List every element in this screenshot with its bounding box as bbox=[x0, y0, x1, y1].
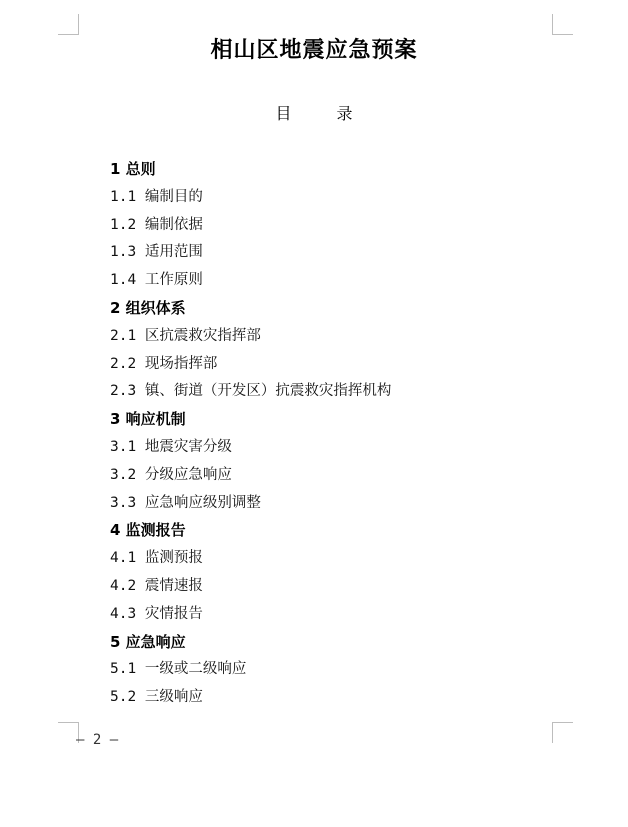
toc-section-entry[interactable]: 3.2 分级应急响应 bbox=[110, 466, 232, 483]
page-number: — 2 — bbox=[76, 732, 119, 748]
toc-chapter-entry[interactable]: 2 组织体系 bbox=[110, 298, 186, 317]
toc-section-entry[interactable]: 2.1 区抗震救灾指挥部 bbox=[110, 327, 261, 344]
toc-section-entry[interactable]: 3.1 地震灾害分级 bbox=[110, 438, 232, 455]
toc-section-entry[interactable]: 1.4 工作原则 bbox=[110, 272, 203, 289]
crop-mark-top-right bbox=[552, 14, 573, 35]
toc-section-entry[interactable]: 2.3 镇、街道（开发区）抗震救灾指挥机构 bbox=[110, 383, 392, 400]
toc-section-entry[interactable]: 2.2 现场指挥部 bbox=[110, 355, 218, 372]
table-of-contents bbox=[110, 156, 391, 712]
toc-section-entry[interactable]: 4.3 灾情报告 bbox=[110, 605, 203, 622]
toc-chapter-entry[interactable]: 1 总则 bbox=[110, 160, 156, 178]
toc-section-entry[interactable]: 5.1 一级或二级响应 bbox=[110, 661, 247, 678]
crop-mark-top-left bbox=[58, 14, 79, 35]
toc-chapter-entry[interactable]: 3 响应机制 bbox=[110, 410, 186, 429]
toc-section-entry[interactable]: 1.2 编制依据 bbox=[110, 216, 203, 233]
toc-section-entry[interactable]: 5.2 三级响应 bbox=[110, 689, 203, 706]
toc-section-entry[interactable]: 1.1 编制目的 bbox=[110, 188, 203, 205]
toc-chapter-entry[interactable]: 5 应急响应 bbox=[110, 632, 186, 651]
toc-chapter-entry[interactable]: 4 监测报告 bbox=[110, 521, 186, 540]
toc-section-entry[interactable]: 4.2 震情速报 bbox=[110, 577, 203, 594]
crop-mark-bottom-right bbox=[552, 722, 573, 743]
toc-section-entry[interactable]: 1.3 适用范围 bbox=[110, 244, 203, 261]
toc-heading: 目 录 bbox=[275, 104, 373, 123]
toc-section-entry[interactable]: 3.3 应急响应级别调整 bbox=[110, 494, 261, 511]
toc-section-entry[interactable]: 4.1 监测预报 bbox=[110, 550, 203, 567]
document-title: 相山区地震应急预案 bbox=[210, 37, 418, 63]
